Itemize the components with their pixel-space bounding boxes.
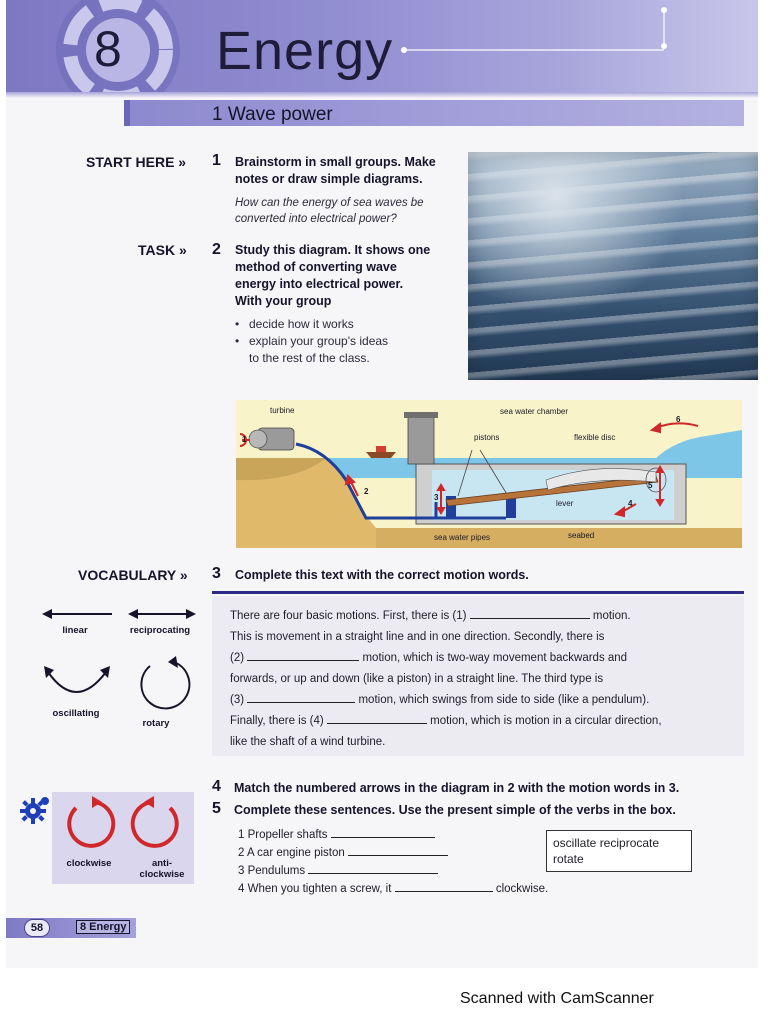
arrow-number-2: 2 <box>364 487 369 496</box>
chapter-banner <box>6 0 758 92</box>
instruction-line: Brainstorm in small groups. Make <box>235 155 436 169</box>
text-segment: 1 Propeller shafts <box>238 829 328 841</box>
exercise-1-instruction <box>235 154 465 188</box>
sentence-1 <box>238 826 548 844</box>
gap-line-4 <box>230 669 730 690</box>
blank-1[interactable] <box>470 609 590 619</box>
section-title: 1 Wave power <box>212 104 333 125</box>
rotation-direction-box <box>52 792 194 884</box>
text-segment: (3) <box>230 694 245 706</box>
motion-label-rotary: rotary <box>142 718 170 729</box>
diagram-label-turbine: turbine <box>270 406 295 415</box>
textbook-page <box>6 0 758 968</box>
diagram-label-seabed: seabed <box>568 531 595 540</box>
blank-2[interactable] <box>247 651 359 661</box>
motion-label-reciprocating: reciprocating <box>129 625 191 636</box>
blank-5-3[interactable] <box>308 864 438 874</box>
blank-5-2[interactable] <box>348 846 448 856</box>
gap-fill-text <box>230 606 730 753</box>
text-segment: motion, which swings from side to side (like a pendulum). <box>358 694 650 706</box>
gear-icon <box>18 794 52 828</box>
text-segment: 2 A car engine piston <box>238 847 345 859</box>
instruction-line: Study this diagram. It shows one <box>235 243 431 257</box>
text-segment: 4 When you tighten a screw, it <box>238 883 392 895</box>
text-segment: motion, which is motion in a circular direction, <box>430 715 662 727</box>
instruction-line: method of converting wave <box>235 260 397 274</box>
arrow-number-5: 5 <box>648 481 653 490</box>
sentence-4 <box>238 880 548 898</box>
start-here-label: START HERE » <box>86 154 187 170</box>
clockwise-label: clockwise <box>66 858 112 869</box>
blank-5-1[interactable] <box>331 828 435 838</box>
text-segment: motion, which is two-way movement backwards and <box>362 652 628 664</box>
verb-box <box>546 830 692 872</box>
page-number: 58 <box>24 919 50 937</box>
exercise-5-instruction: Complete these sentences. Use the present simple of the verbs in the box. <box>234 803 676 817</box>
anticlockwise-label-line: anti- <box>151 858 173 869</box>
blank-5-4[interactable] <box>395 882 493 892</box>
vocabulary-rule <box>212 591 744 594</box>
diagram-label-pistons: pistons <box>474 433 500 442</box>
text-segment: There are four basic motions. First, there is (1) <box>230 610 467 622</box>
instruction-line: energy into electrical power. <box>235 277 404 291</box>
rotary-arrow-icon <box>141 656 189 708</box>
question-line: converted into electrical power? <box>235 213 397 225</box>
diagram-label-lever: lever <box>556 499 574 508</box>
gap-line-1 <box>230 606 730 627</box>
verb-box-line: rotate <box>553 852 584 866</box>
motion-label-linear: linear <box>62 625 88 636</box>
anticlockwise-label <box>132 858 192 880</box>
anticlockwise-label-line: clockwise <box>139 869 185 880</box>
question-line: How can the energy of sea waves be <box>235 197 424 209</box>
arrow-number-3: 3 <box>434 493 439 502</box>
arrow-number-1: 1 <box>242 435 247 444</box>
bullet-continuation: to the rest of the class. <box>249 351 370 365</box>
gap-line-3 <box>230 648 730 669</box>
sentence-list <box>238 826 548 898</box>
text-segment: 3 Pendulums <box>238 865 306 877</box>
text-segment: forwards, or up and down (like a piston) in a straight line. The third type is <box>230 673 604 685</box>
reciprocating-arrow-icon <box>128 609 196 619</box>
scanner-watermark: Scanned with CamScanner <box>460 990 654 1007</box>
oscillating-arrow-icon <box>44 666 110 692</box>
diagram-label-chamber: sea water chamber <box>500 407 569 416</box>
anticlockwise-arrow-icon <box>133 796 177 846</box>
exercise-2-number: 2 <box>212 241 221 258</box>
exercise-2-instruction <box>235 242 455 310</box>
blank-3[interactable] <box>247 693 355 703</box>
bullet-item: • explain your group's ideas <box>235 333 455 350</box>
instruction-line: With your group <box>235 294 332 308</box>
arrow-number-6: 6 <box>676 415 681 424</box>
sentence-2 <box>238 844 548 862</box>
text-segment: This is movement in a straight line and in one direction. Secondly, there is <box>230 631 605 643</box>
text-segment: like the shaft of a wind turbine. <box>230 736 386 748</box>
diagram-label-flexible-disc: flexible disc <box>574 433 616 442</box>
exercise-1-number: 1 <box>212 152 221 169</box>
exercise-3-instruction: Complete this text with the correct motion words. <box>235 568 529 582</box>
text-segment: Finally, there is (4) <box>230 715 324 727</box>
exercise-3-number: 3 <box>212 565 221 582</box>
sea-waves-photo <box>468 152 758 380</box>
clockwise-arrow-icon <box>69 796 113 846</box>
bullet-item: • decide how it works <box>235 316 455 333</box>
gap-line-2 <box>230 627 730 648</box>
blank-4[interactable] <box>327 714 427 724</box>
exercise-5-number: 5 <box>212 800 221 817</box>
text-segment: motion. <box>592 610 631 622</box>
text-segment: (2) <box>230 652 245 664</box>
verb-box-line: oscillate reciprocate <box>553 836 660 850</box>
gap-line-5 <box>230 690 730 711</box>
chapter-title: Energy <box>216 21 394 81</box>
diagram-label-pipes: sea water pipes <box>434 533 491 542</box>
wave-power-diagram <box>236 400 742 548</box>
rotation-arrows <box>52 792 194 862</box>
motion-label-oscillating: oscillating <box>52 708 100 719</box>
task-label: TASK » <box>138 242 187 258</box>
linear-arrow-icon <box>42 609 112 619</box>
exercise-1-question <box>235 195 465 227</box>
instruction-line: notes or draw simple diagrams. <box>235 172 423 186</box>
task-bullets <box>235 316 455 367</box>
gap-line-6 <box>230 711 730 732</box>
sentence-3 <box>238 862 548 880</box>
gap-line-7 <box>230 732 730 753</box>
banner-fade <box>6 92 758 98</box>
vocabulary-label: VOCABULARY » <box>78 567 188 583</box>
text-segment: clockwise. <box>495 883 549 895</box>
footer-chapter-label: 8 Energy <box>76 920 130 934</box>
arrow-number-4: 4 <box>628 499 633 508</box>
exercise-4-number: 4 <box>212 778 221 795</box>
exercise-4-instruction: Match the numbered arrows in the diagram in 2 with the motion words in 3. <box>234 781 680 795</box>
chapter-number: 8 <box>94 21 122 77</box>
